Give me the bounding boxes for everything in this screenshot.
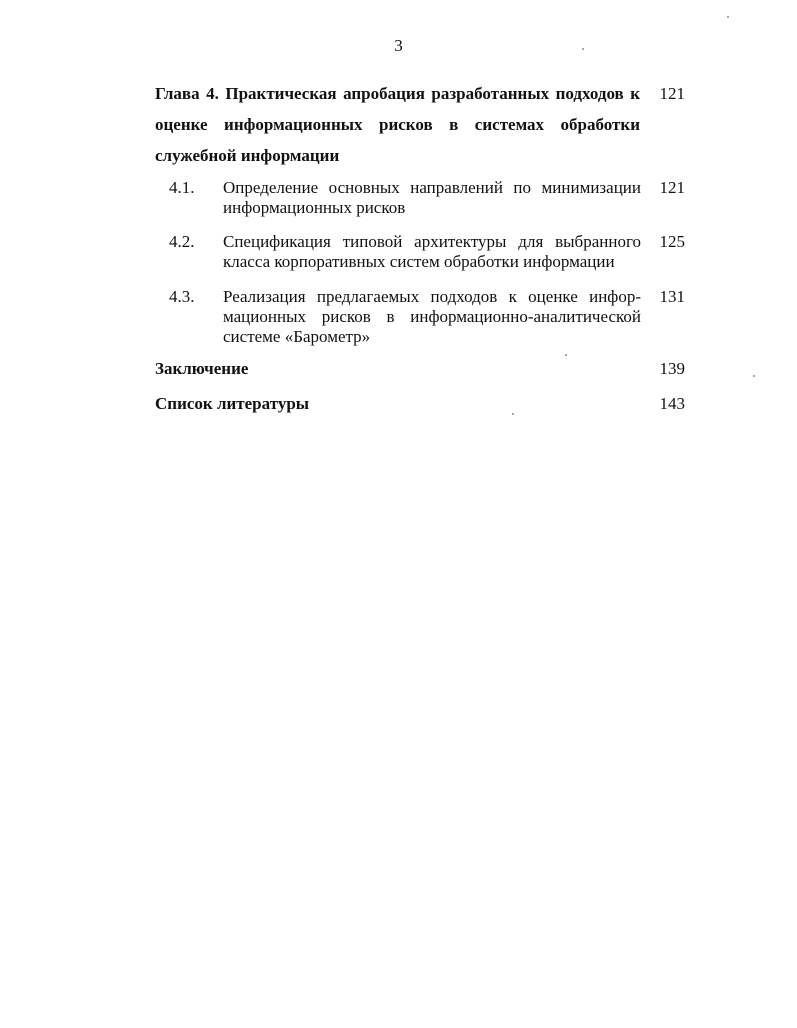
scan-speck (727, 16, 729, 18)
section-page-number: 121 (659, 178, 685, 197)
scan-speck (753, 375, 755, 377)
chapter-title: Глава 4. Практическая апробация разработанных подходов к оценке информационных рисков в системах обработки служебной информации (155, 84, 640, 165)
scan-speck (512, 413, 514, 415)
section-title: Реализация предлагаемых подходов к оценке инфор-мационных рисков в информационно-аналитической системе «Барометр» (223, 287, 641, 346)
page-number: 3 (394, 36, 403, 55)
section-page-number: 131 (659, 287, 685, 306)
scan-speck (565, 354, 567, 356)
toc-chapter-4 (155, 78, 685, 171)
scan-speck (582, 48, 584, 50)
section-title: Спецификация типовой архитектуры для выбранного класса корпоративных систем обработки информации (223, 232, 641, 271)
section-number: 4.1. (169, 178, 195, 197)
section-title: Определение основных направлений по минимизации информационных рисков (223, 178, 641, 217)
section-number: 4.2. (169, 232, 195, 251)
section-number: 4.3. (169, 287, 195, 306)
chapter-page-number: 121 (659, 84, 685, 103)
bibliography-page-number: 143 (659, 394, 685, 413)
toc-bibliography (155, 394, 685, 414)
toc-conclusion (155, 359, 685, 379)
conclusion-title: Заключение (155, 359, 249, 378)
bibliography-title: Список литературы (155, 394, 310, 413)
section-page-number: 125 (659, 232, 685, 251)
conclusion-page-number: 139 (659, 359, 685, 378)
